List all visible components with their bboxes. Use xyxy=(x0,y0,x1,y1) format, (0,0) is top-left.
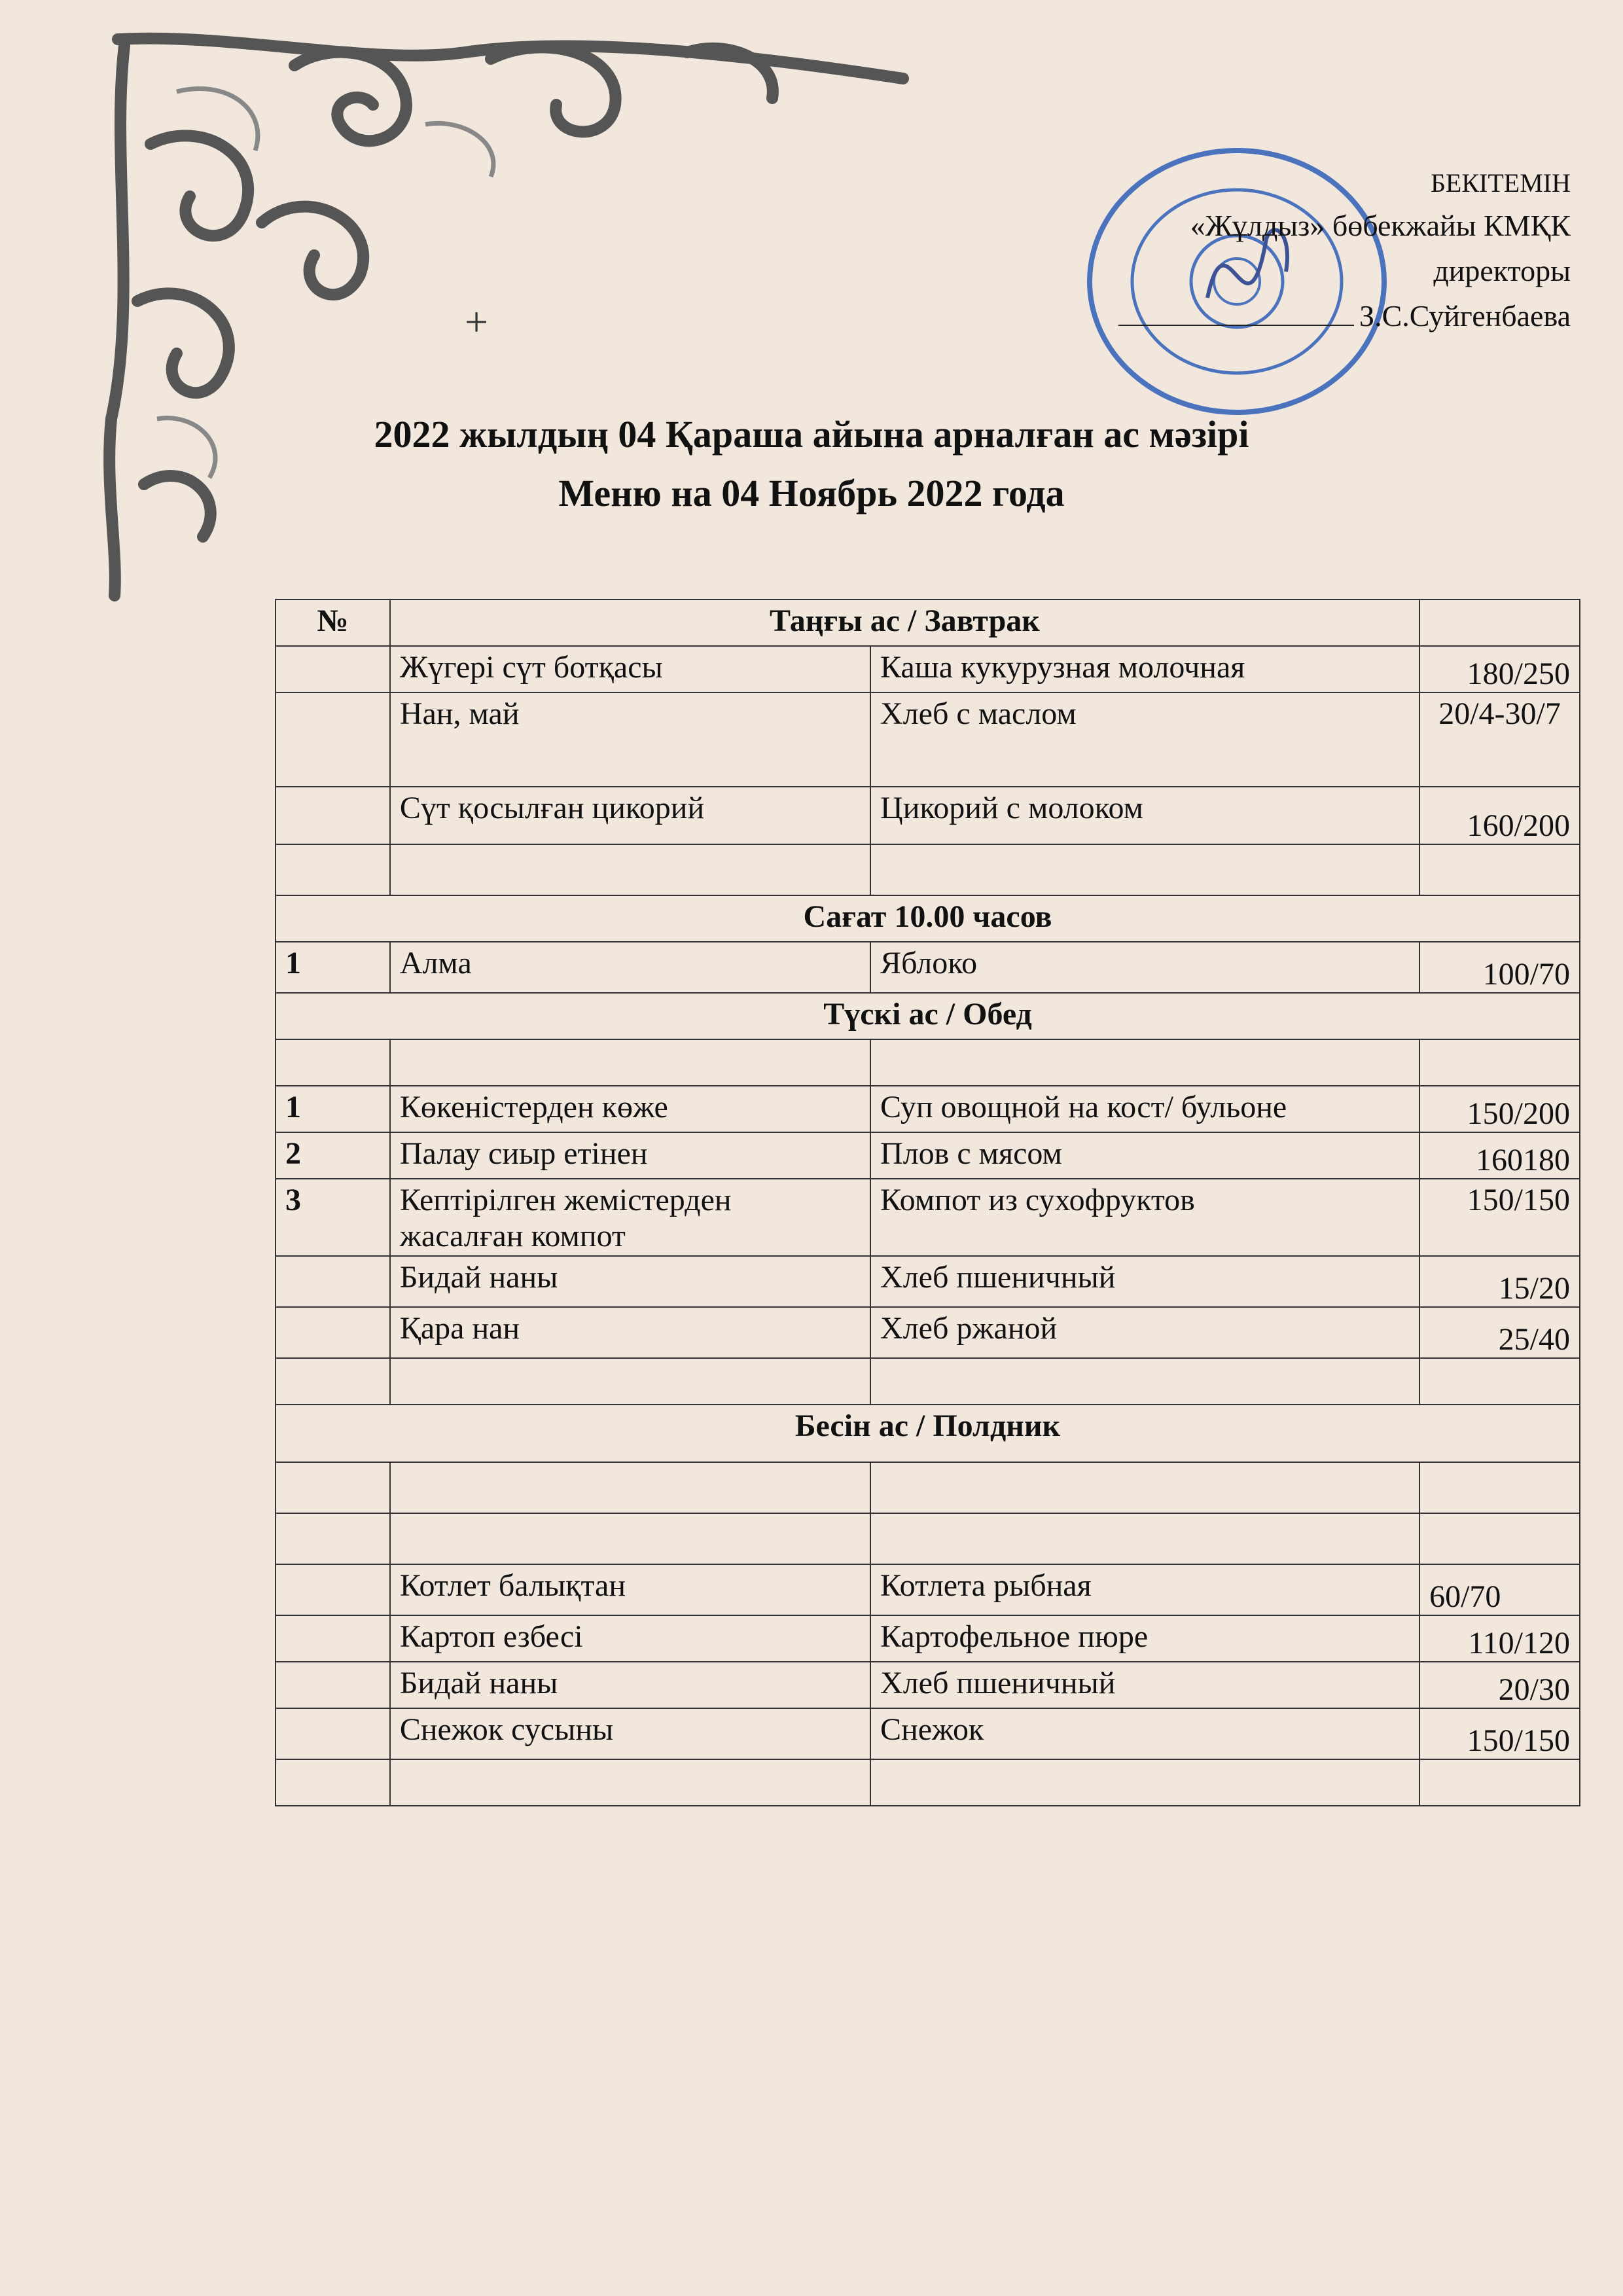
dish-grams: 25/40 xyxy=(1419,1307,1580,1358)
dish-kz: Палау сиыр етінен xyxy=(390,1132,870,1179)
approval-line1: БЕКІТЕМІН xyxy=(1430,168,1571,198)
signature-line xyxy=(1118,325,1354,326)
table-row xyxy=(276,646,1580,692)
dish-grams: 110/120 xyxy=(1419,1615,1580,1662)
dish-kz: Алма xyxy=(390,942,870,993)
dish-kz: Снежок сусыны xyxy=(390,1708,870,1759)
dish-ru: Хлеб с маслом xyxy=(870,692,1419,787)
empty-row xyxy=(276,1462,1580,1513)
table-row xyxy=(276,1564,1580,1615)
no-header: № xyxy=(276,600,390,646)
empty-row xyxy=(276,1039,1580,1086)
table-row xyxy=(276,1307,1580,1358)
dish-ru: Плов с мясом xyxy=(870,1132,1419,1179)
table-header-row xyxy=(276,600,1580,646)
section-breakfast: Таңғы ас / Завтрак xyxy=(390,600,1419,646)
corner-ornament xyxy=(98,26,929,602)
section-row xyxy=(276,993,1580,1039)
dish-ru: Каша кукурузная молочная xyxy=(870,646,1419,692)
table-row xyxy=(276,1256,1580,1307)
table-row: 1 Алма Яблоко 100/70 xyxy=(276,942,1580,993)
table-row xyxy=(276,1662,1580,1708)
dish-ru: Хлеб пшеничный xyxy=(870,1662,1419,1708)
registration-mark: + xyxy=(465,298,489,345)
dish-ru: Суп овощной на кост/ бульоне xyxy=(870,1086,1419,1132)
dish-ru: Яблоко xyxy=(870,942,1419,993)
title-kz: 2022 жылдың 04 Қараша айына арналған ас мәзірі xyxy=(374,413,1249,456)
section-lunch: Түскі ас / Обед xyxy=(276,993,1580,1039)
dish-grams: 160180 xyxy=(1419,1132,1580,1179)
section-afternoon: Бесін ас / Полдник xyxy=(276,1405,1580,1462)
dish-grams: 150/200 xyxy=(1419,1086,1580,1132)
dish-ru: Хлеб ржаной xyxy=(870,1307,1419,1358)
dish-grams: 180/250 xyxy=(1419,646,1580,692)
dish-ru: Хлеб пшеничный xyxy=(870,1256,1419,1307)
dish-ru: Снежок xyxy=(870,1708,1419,1759)
dish-ru: Котлета рыбная xyxy=(870,1564,1419,1615)
approval-signatory: З.С.Суйгенбаева xyxy=(1118,293,1571,338)
dish-kz: Кептірілген жемістерден жасалған компот xyxy=(390,1179,870,1256)
table-row xyxy=(276,787,1580,844)
dish-ru: Картофельное пюре xyxy=(870,1615,1419,1662)
dish-ru: Компот из сухофруктов xyxy=(870,1179,1419,1256)
table-row xyxy=(276,1615,1580,1662)
dish-grams: 60/70 xyxy=(1419,1564,1580,1615)
dish-kz: Көкеністерден көже xyxy=(390,1086,870,1132)
dish-kz: Нан, май xyxy=(390,692,870,787)
table-row xyxy=(276,1708,1580,1759)
section-row xyxy=(276,895,1580,942)
dish-ru: Цикорий с молоком xyxy=(870,787,1419,844)
table-row xyxy=(276,692,1580,787)
empty-row xyxy=(276,844,1580,895)
table-row: 1 Көкеністерден көже Суп овощной на кост/ бульоне 150/200 xyxy=(276,1086,1580,1132)
approval-block xyxy=(1118,164,1571,338)
approval-position: директоры xyxy=(1433,254,1571,287)
table-row: 3 Кептірілген жемістерден жасалған компот Компот из сухофруктов 150/150 xyxy=(276,1179,1580,1256)
dish-grams: 150/150 xyxy=(1419,1179,1580,1256)
table-row: 2 Палау сиыр етінен Плов с мясом 160180 xyxy=(276,1132,1580,1179)
dish-grams: 20/4-30/7 xyxy=(1419,692,1580,787)
dish-grams: 100/70 xyxy=(1419,942,1580,993)
approval-organization: «Жұлдыз» бөбекжайы КМҚК xyxy=(1190,209,1571,242)
dish-grams: 15/20 xyxy=(1419,1256,1580,1307)
empty-row xyxy=(276,1513,1580,1564)
dish-grams: 150/150 xyxy=(1419,1708,1580,1759)
dish-kz: Қара нан xyxy=(390,1307,870,1358)
dish-grams: 20/30 xyxy=(1419,1662,1580,1708)
menu-table xyxy=(275,599,1580,1806)
section-snack10: Сағат 10.00 часов xyxy=(276,895,1580,942)
dish-kz: Бидай наны xyxy=(390,1662,870,1708)
dish-kz: Котлет балықтан xyxy=(390,1564,870,1615)
title-ru: Меню на 04 Ноябрь 2022 года xyxy=(558,472,1065,514)
empty-row xyxy=(276,1759,1580,1806)
dish-kz: Картоп езбесі xyxy=(390,1615,870,1662)
dish-kz: Сүт қосылған цикорий xyxy=(390,787,870,844)
dish-kz: Бидай наны xyxy=(390,1256,870,1307)
section-row xyxy=(276,1405,1580,1462)
empty-row xyxy=(276,1358,1580,1405)
dish-kz: Жүгері сүт ботқасы xyxy=(390,646,870,692)
dish-grams: 160/200 xyxy=(1419,787,1580,844)
